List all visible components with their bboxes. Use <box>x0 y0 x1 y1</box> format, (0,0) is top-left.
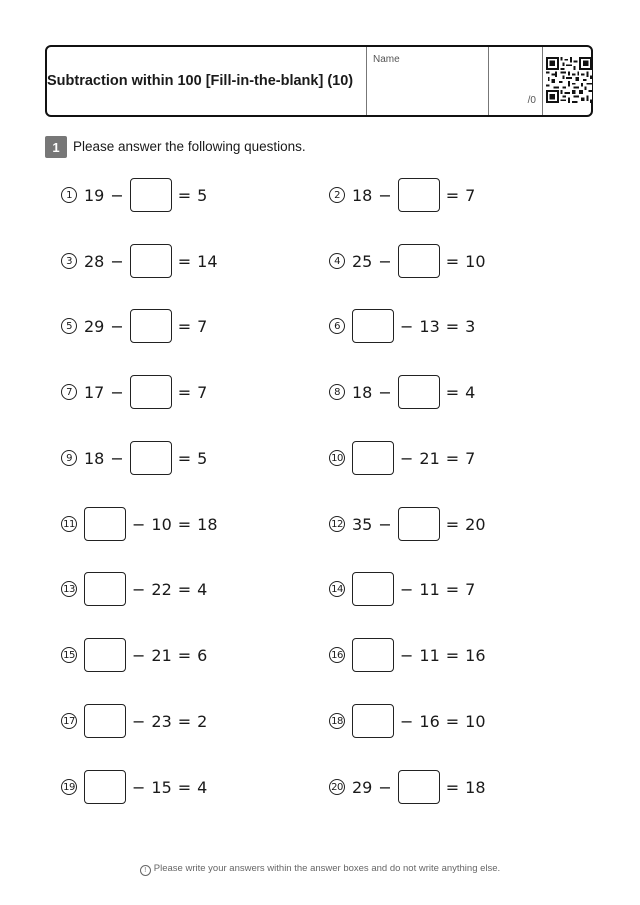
answer-box[interactable] <box>130 375 172 409</box>
problem-number: 8 <box>329 384 345 400</box>
operand: 10 <box>465 251 486 271</box>
operand: 6 <box>197 645 208 665</box>
worksheet-title: Subtraction within 100 [Fill-in-the-blank] (10) <box>47 73 354 89</box>
equals-sign: = <box>177 448 192 468</box>
equals-sign: = <box>177 185 192 205</box>
info-icon: ! <box>140 865 151 876</box>
minus-sign: − <box>132 514 146 534</box>
operand: 22 <box>151 579 172 599</box>
problem-number: 11 <box>61 516 77 532</box>
problem-number: 2 <box>329 187 345 203</box>
minus-sign: − <box>110 316 124 336</box>
equals-sign: = <box>177 645 192 665</box>
qr-code-icon <box>546 57 592 103</box>
problem-number: 6 <box>329 318 345 334</box>
equals-sign: = <box>445 777 460 797</box>
operand: 28 <box>84 251 105 271</box>
answer-box[interactable] <box>352 638 394 672</box>
operand: 21 <box>419 448 440 468</box>
minus-sign: − <box>110 185 124 205</box>
operand: 7 <box>197 316 208 336</box>
answer-box[interactable] <box>130 244 172 278</box>
operand: 29 <box>84 316 105 336</box>
operand: 5 <box>197 448 208 468</box>
equals-sign: = <box>445 448 460 468</box>
section-number-badge: 1 <box>45 136 67 158</box>
operand: 7 <box>465 448 476 468</box>
answer-box[interactable] <box>84 507 126 541</box>
footer-note-text: Please write your answers within the answer boxes and do not write anything else. <box>153 863 501 874</box>
problem-number: 15 <box>61 647 77 663</box>
minus-sign: − <box>400 316 414 336</box>
problem-number: 16 <box>329 647 345 663</box>
problem-number: 12 <box>329 516 345 532</box>
worksheet-header <box>45 45 593 117</box>
problem-number: 17 <box>61 713 77 729</box>
problem-number: 13 <box>61 581 77 597</box>
operand: 11 <box>419 579 440 599</box>
minus-sign: − <box>378 777 392 797</box>
problem-number: 9 <box>61 450 77 466</box>
problem-number: 4 <box>329 253 345 269</box>
section-instruction: Please answer the following questions. <box>73 139 306 154</box>
problem-item <box>329 177 481 213</box>
operand: 14 <box>197 251 218 271</box>
equals-sign: = <box>177 251 192 271</box>
minus-sign: − <box>110 382 124 402</box>
problem-item <box>329 637 492 673</box>
problem-item <box>329 571 481 607</box>
problem-item <box>61 177 213 213</box>
equals-sign: = <box>177 579 192 599</box>
minus-sign: − <box>132 645 146 665</box>
minus-sign: − <box>378 251 392 271</box>
operand: 11 <box>419 645 440 665</box>
operand: 18 <box>465 777 486 797</box>
equals-sign: = <box>445 316 460 336</box>
equals-sign: = <box>445 185 460 205</box>
equals-sign: = <box>445 645 460 665</box>
problem-item <box>329 769 492 805</box>
operand: 15 <box>151 777 172 797</box>
equals-sign: = <box>177 382 192 402</box>
score-field <box>488 47 542 115</box>
problem-item <box>329 374 481 410</box>
equals-sign: = <box>177 514 192 534</box>
operand: 4 <box>197 579 208 599</box>
operand: 25 <box>352 251 373 271</box>
answer-box[interactable] <box>352 704 394 738</box>
problem-item <box>329 703 492 739</box>
operand: 3 <box>465 316 476 336</box>
operand: 4 <box>197 777 208 797</box>
minus-sign: − <box>378 382 392 402</box>
score-label: /0 <box>527 95 536 106</box>
operand: 10 <box>465 711 486 731</box>
operand: 18 <box>84 448 105 468</box>
operand: 7 <box>197 382 208 402</box>
problem-item <box>61 243 224 279</box>
qr-code-cell <box>542 47 591 115</box>
operand: 18 <box>352 382 373 402</box>
problem-number: 1 <box>61 187 77 203</box>
footer-note <box>0 863 640 876</box>
minus-sign: − <box>110 251 124 271</box>
equals-sign: = <box>445 711 460 731</box>
answer-box[interactable] <box>130 441 172 475</box>
answer-box[interactable] <box>398 375 440 409</box>
problem-item <box>329 308 481 344</box>
operand: 7 <box>465 579 476 599</box>
problem-item <box>329 440 481 476</box>
operand: 18 <box>352 185 373 205</box>
problem-item <box>61 374 213 410</box>
answer-box[interactable] <box>84 704 126 738</box>
operand: 13 <box>419 316 440 336</box>
problem-number: 14 <box>329 581 345 597</box>
operand: 35 <box>352 514 373 534</box>
equals-sign: = <box>177 777 192 797</box>
problem-number: 18 <box>329 713 345 729</box>
minus-sign: − <box>378 514 392 534</box>
problem-number: 10 <box>329 450 345 466</box>
problem-item <box>61 506 224 542</box>
operand: 17 <box>84 382 105 402</box>
problem-item <box>61 637 213 673</box>
equals-sign: = <box>177 711 192 731</box>
problem-item <box>61 703 213 739</box>
minus-sign: − <box>132 711 146 731</box>
minus-sign: − <box>378 185 392 205</box>
operand: 18 <box>197 514 218 534</box>
minus-sign: − <box>132 777 146 797</box>
answer-box[interactable] <box>84 770 126 804</box>
operand: 21 <box>151 645 172 665</box>
answer-box[interactable] <box>84 572 126 606</box>
name-field[interactable] <box>366 47 488 115</box>
operand: 7 <box>465 185 476 205</box>
minus-sign: − <box>400 711 414 731</box>
minus-sign: − <box>110 448 124 468</box>
problem-item <box>61 571 213 607</box>
operand: 29 <box>352 777 373 797</box>
problem-number: 19 <box>61 779 77 795</box>
problem-item <box>61 440 213 476</box>
answer-box[interactable] <box>398 507 440 541</box>
equals-sign: = <box>445 382 460 402</box>
operand: 4 <box>465 382 476 402</box>
answer-box[interactable] <box>130 178 172 212</box>
problem-item <box>61 769 213 805</box>
minus-sign: − <box>400 448 414 468</box>
operand: 23 <box>151 711 172 731</box>
equals-sign: = <box>445 514 460 534</box>
operand: 5 <box>197 185 208 205</box>
operand: 10 <box>151 514 172 534</box>
equals-sign: = <box>445 251 460 271</box>
equals-sign: = <box>177 316 192 336</box>
operand: 16 <box>419 711 440 731</box>
problem-item <box>329 243 492 279</box>
problem-number: 20 <box>329 779 345 795</box>
operand: 19 <box>84 185 105 205</box>
answer-box[interactable] <box>130 309 172 343</box>
problem-item <box>61 308 213 344</box>
answer-box[interactable] <box>352 572 394 606</box>
minus-sign: − <box>400 579 414 599</box>
answer-box[interactable] <box>398 770 440 804</box>
answer-box[interactable] <box>352 441 394 475</box>
minus-sign: − <box>132 579 146 599</box>
operand: 16 <box>465 645 486 665</box>
answer-box[interactable] <box>398 178 440 212</box>
answer-box[interactable] <box>398 244 440 278</box>
operand: 2 <box>197 711 208 731</box>
answer-box[interactable] <box>352 309 394 343</box>
equals-sign: = <box>445 579 460 599</box>
problem-number: 5 <box>61 318 77 334</box>
problem-number: 7 <box>61 384 77 400</box>
name-label: Name <box>373 54 400 65</box>
problem-item <box>329 506 492 542</box>
minus-sign: − <box>400 645 414 665</box>
operand: 20 <box>465 514 486 534</box>
answer-box[interactable] <box>84 638 126 672</box>
problem-number: 3 <box>61 253 77 269</box>
